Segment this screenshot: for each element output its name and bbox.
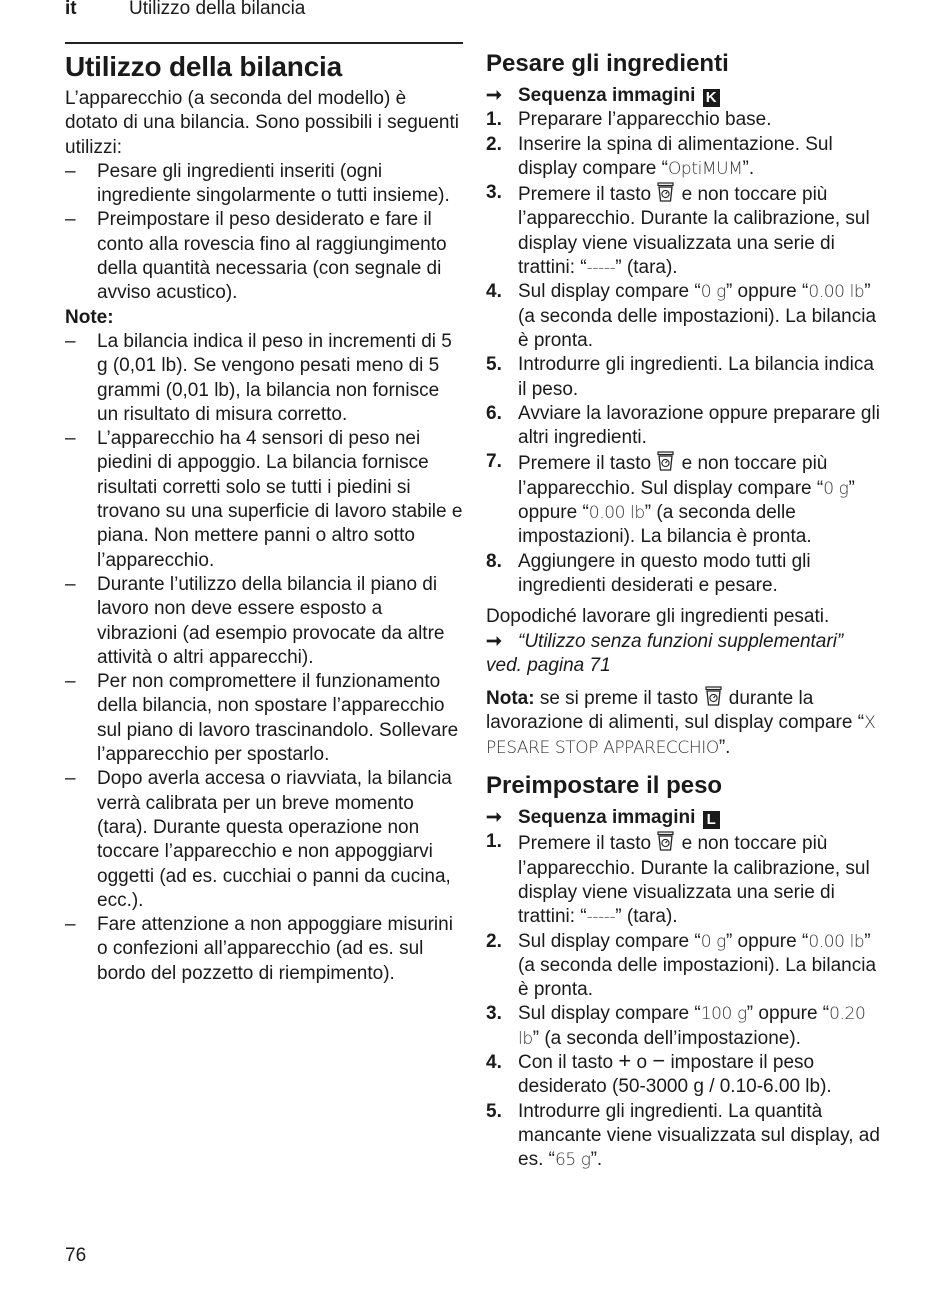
scale-key-icon [656,450,676,472]
list-item: 2. Sul display compare “0 g” oppure “0.00 lb” (a seconda delle impostazioni). La bilancia è pronta. [486,930,877,1001]
arrow-right-icon: ➞ [486,630,502,652]
list-item: – Preimpostare il peso desiderato e fare il conto alla rovescia fino al raggiungimento della quantità necessaria (con segnale di avviso acustico). [65,209,447,304]
intro-paragraph: L’apparecchio (a seconda del modello) è dotato di una bilancia. Sono possibili i seguenti utilizzi: [65,88,459,158]
language-code: it [65,0,77,19]
list-item: 3. Sul display compare “100 g” oppure “0.20 lb” (a seconda dell’impostazione). [486,1003,866,1049]
list-item: 5. Introdurre gli ingredienti. La bilancia indica il peso. [486,354,874,400]
display-text: 0 g [700,282,726,303]
display-text: ----- [586,907,616,928]
preset-steps [486,830,886,1172]
dash-bullet: – [65,428,76,450]
dash-bullet: – [65,573,76,595]
list-item: – Per non compromettere il funzionamento della bilancia, non spostare l’apparecchio sul piano di lavoro trascinandolo. Sollevare l’apparecchio per spostarlo. [65,671,459,766]
list-item: 8. Aggiungere in questo modo tutti gli ingredienti desiderati e pesare. [486,550,811,596]
list-item: 5. Introdurre gli ingredienti. La quantità mancante viene visualizzata sul display, ad es. “65 g”. [486,1100,880,1171]
arrow-right-icon: ➞ [486,807,502,829]
display-text: 65 g [554,1150,591,1171]
note-label: Nota: [486,688,535,710]
list-item: 4. Sul display compare “0 g” oppure “0.00 lb” (a seconda delle impostazioni). La bilancia è pronta. [486,281,877,351]
dash-bullet: – [65,160,76,182]
display-text: 0.20 lb [518,1004,866,1049]
dash-bullet: – [65,914,76,936]
page-header [65,0,305,20]
left-column [65,42,463,986]
list-item: – Dopo averla accesa o riavviata, la bilancia verrà calibrata per un breve momento (tara). Durante questa operazione non toccare l’apparecchio e non appoggiarvi oggetti (ad es. cucchiai o panni da cucina, ecc.). [65,768,452,911]
list-item: 1. Premere il tasto e non toccare più l’apparecchio. Durante la calibrazione, sul display viene visualizzata una serie di trattini: “-----” (tara). [486,831,870,928]
section-title-weighing: Pesare gli ingredienti [486,50,729,77]
scale-key-icon [656,181,676,203]
display-text: OptiMUM [667,158,743,179]
right-column [486,48,886,1172]
list-item: – Pesare gli ingredienti inseriti (ogni ingrediente singolarmente o tutti insieme). [65,160,450,207]
header-title: Utilizzo della bilancia [129,0,306,19]
image-sequence-ref: ➞ Sequenza immagini L [486,806,886,830]
display-text: 0.00 lb [808,282,865,303]
display-text: 100 g [700,1004,747,1025]
dash-bullet: – [65,330,76,352]
list-item: – L’apparecchio ha 4 sensori di peso nei piedini di appoggio. La bilancia fornisce risultati corretti solo se tutti i piedini si trovano su una superficie di lavoro stabile e piana. Non mettere panni o altro sotto l’apparecchio. [65,428,463,571]
scale-key-icon [704,685,724,707]
list-item: – Durante l’utilizzo della bilancia il piano di lavoro non deve essere esposto a vibrazioni (ad esempio provocate da altre attività o altri apparecchi). [65,573,445,668]
uses-list [65,160,463,306]
note-paragraph: Nota: se si preme il tasto durante la lavorazione di alimenti, sul display compare “X PESARE STOP APPARECCHIO”. [486,685,886,760]
list-item: – Fare attenzione a non appoggiare misurini o confezioni all’apparecchio (ad es. sul bordo del pozzetto di riempimento). [65,914,453,984]
display-text: 0 g [823,478,849,499]
list-item: 6. Avviare la lavorazione oppure preparare gli altri ingredienti. [486,402,880,449]
dash-bullet: – [65,209,76,231]
list-item: 4. Con il tasto + o − impostare il peso desiderato (50-3000 g / 0.10-6.00 lb). [486,1047,832,1098]
plus-key-icon: + [618,1047,632,1073]
notes-label: Note: [65,306,114,328]
scale-key-icon [656,830,676,852]
weighing-steps [486,108,886,598]
after-paragraph: Dopodiché lavorare gli ingredienti pesati. [486,606,830,628]
page-number: 76 [65,1245,87,1266]
list-item: – La bilancia indica il peso in incrementi di 5 g (0,01 lb). Se vengono pesati meno di 5 grammi (0,01 lb), la bilancia non fornisce un risultato di misura corretto. [65,330,452,425]
display-text: X PESARE STOP APPARECCHIO [486,713,876,758]
display-text: 0.00 lb [588,503,645,524]
dash-bullet: – [65,768,76,790]
display-text: 0.00 lb [808,931,865,952]
display-text: 0 g [700,931,726,952]
cross-reference: ➞ “Utilizzo senza funzioni supplementari” ved. pagina 71 [486,630,844,676]
title-rule [65,42,463,44]
section-title-preset: Preimpostare il peso [486,772,723,800]
sequence-badge: L [703,811,720,829]
list-item: 3. Premere il tasto e non toccare più l’apparecchio. Durante la calibrazione, sul display viene visualizzata una serie di trattini: “-----” (tara). [486,182,870,279]
image-sequence-ref: ➞ Sequenza immagini K [486,84,886,108]
list-item: 7. Premere il tasto e non toccare più l’apparecchio. Sul display compare “0 g” oppure “0.00 lb” (a seconda delle impostazioni). La bilancia è pronta. [486,451,855,548]
list-item: 1. Preparare l’apparecchio base. [486,109,772,131]
page-title: Utilizzo della bilancia [65,51,343,82]
minus-key-icon: − [652,1047,666,1073]
list-item: 2. Inserire la spina di alimentazione. Sul display compare “OptiMUM”. [486,133,833,179]
notes-list [65,330,463,986]
dash-bullet: – [65,671,76,693]
display-text: ----- [586,258,616,279]
sequence-badge: K [703,89,720,107]
arrow-right-icon: ➞ [486,85,502,106]
